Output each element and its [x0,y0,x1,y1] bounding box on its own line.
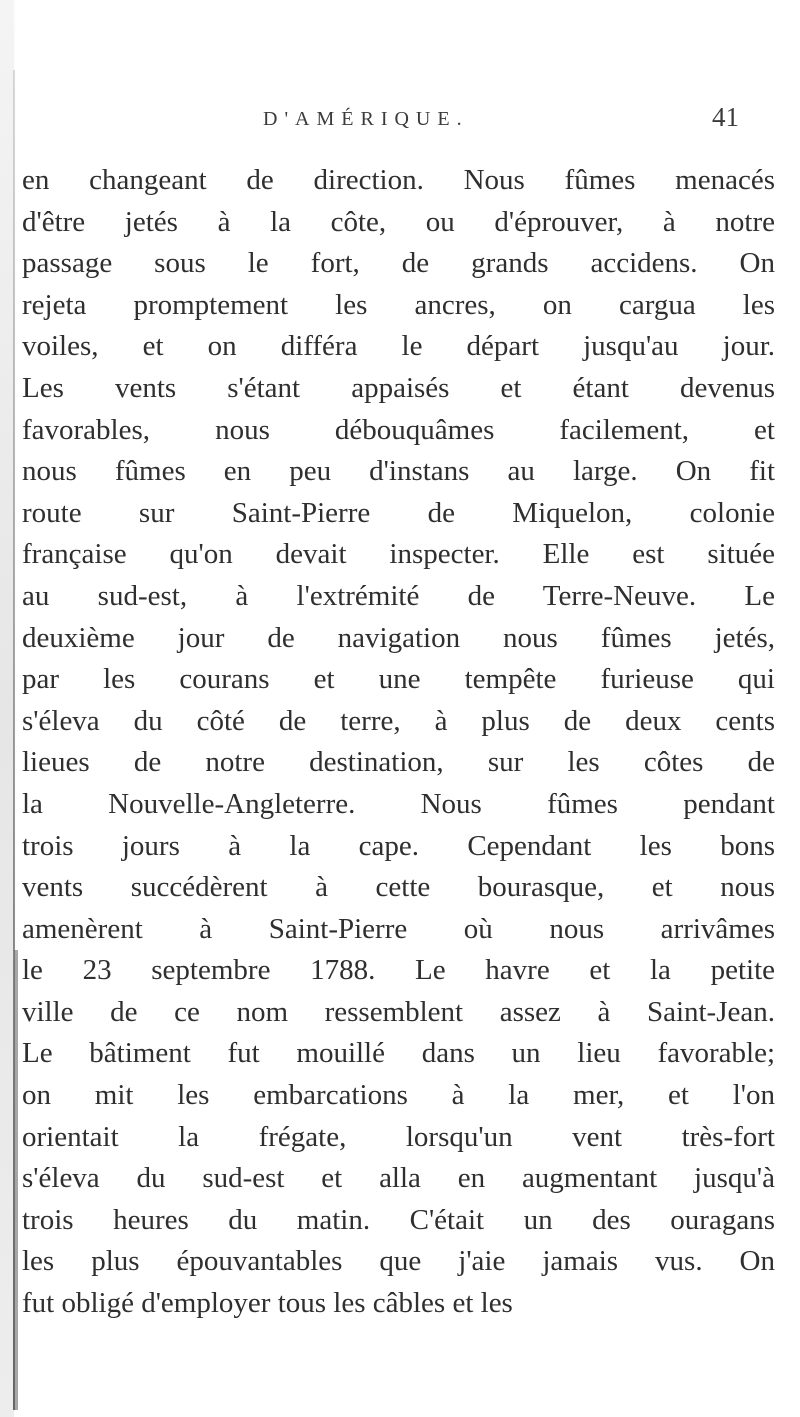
page-number: 41 [712,102,739,132]
page-header [0,102,800,142]
text-line: favorables, nous débouquâmes facilement, et [22,413,775,446]
text-line: deuxième jour de navigation nous fûmes jetés, [22,621,775,654]
text-line: s'éleva du sud-est et alla en augmentant jusqu'à [22,1162,775,1195]
binding-edge [14,950,18,1410]
page-gutter [0,0,14,1417]
text-line: s'éleva du côté de terre, à plus de deux cents [22,704,775,737]
text-line: le 23 septembre 1788. Le havre et la petite [22,954,775,987]
text-line: amenèrent à Saint-Pierre où nous arrivâmes [22,912,775,945]
text-line: orientait la frégate, lorsqu'un vent très-fort [22,1120,775,1153]
running-head: D'AMÉRIQUE. [263,108,469,130]
text-line: ville de ce nom ressemblent assez à Saint-Jean. [22,995,775,1028]
text-line: en changeant de direction. Nous fûmes menacés [22,164,775,196]
text-line: les plus épouvantables que j'aie jamais vus. On [22,1245,775,1278]
text-line: la Nouvelle-Angleterre. Nous fûmes pendant [22,787,775,820]
text-line: route sur Saint-Pierre de Miquelon, colonie [22,496,775,529]
text-line: lieues de notre destination, sur les côtes de [22,746,775,779]
text-line: par les courans et une tempête furieuse qui [22,663,775,696]
text-line: vents succédèrent à cette bourasque, et nous [22,871,775,904]
text-line: fut obligé d'employer tous les câbles et les [22,1287,513,1320]
text-line: trois jours à la cape. Cependant les bons [22,829,775,862]
text-line: Les vents s'étant appaisés et étant devenus [22,371,775,404]
text-line: au sud-est, à l'extrémité de Terre-Neuve. Le [22,579,775,612]
text-line: Le bâtiment fut mouillé dans un lieu favorable; [22,1037,775,1070]
body-text [22,160,792,1325]
text-line: passage sous le fort, de grands accidens. On [22,247,775,280]
text-line: voiles, et on différa le départ jusqu'au jour. [22,330,775,363]
text-line: française qu'on devait inspecter. Elle est située [22,538,775,571]
text-line: nous fûmes en peu d'instans au large. On fit [22,455,775,488]
text-line: d'être jetés à la côte, ou d'éprouver, à notre [22,205,775,238]
text-line: rejeta promptement les ancres, on cargua les [22,288,775,321]
text-line: trois heures du matin. C'était un des ouragans [22,1203,775,1236]
text-line: on mit les embarcations à la mer, et l'on [22,1079,775,1112]
